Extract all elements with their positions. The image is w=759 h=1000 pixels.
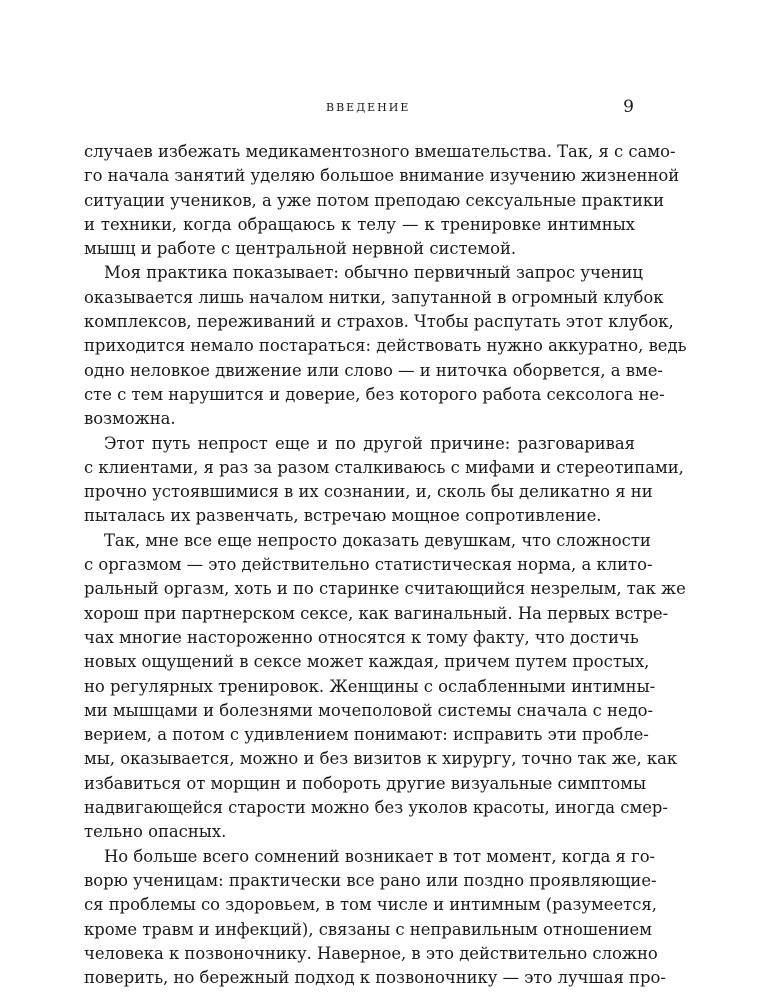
text-line: го начала занятий уделяю большое внимание изучению жизненной <box>84 166 680 186</box>
text-line: верием, а потом с удивлением понимают: исправить эти пробле- <box>84 725 649 745</box>
text-line: ся проблемы со здоровьем, в том числе и интимным (разумеется, <box>84 895 657 915</box>
text-line: прочно устоявшимися в их сознании, и, сколь бы деликатно я ни <box>84 482 653 502</box>
text-line: Моя практика показывает: обычно первичный запрос учениц <box>104 263 643 283</box>
text-line: Этот путь непрост еще и по другой причине: разговаривая <box>104 433 635 453</box>
page-number: 9 <box>623 97 634 117</box>
text-line: ворю ученицам: практически все рано или поздно проявляющие- <box>84 870 657 890</box>
text-line: комплексов, переживаний и страхов. Чтобы распутать этот клубок, <box>84 312 674 332</box>
text-line: но регулярных тренировок. Женщины с ослабленными интимны- <box>84 676 656 696</box>
text-line: ральный оргазм, хоть и по старинке считающийся незрелым, так же <box>84 579 686 599</box>
text-line: и техники, когда обращаюсь к телу — к тренировке интимных <box>84 214 635 234</box>
text-line: сте с тем нарушится и доверие, без которого работа сексолога не- <box>84 384 665 404</box>
text-line: приходится немало постараться: действовать нужно аккуратно, ведь <box>84 336 687 356</box>
paragraph <box>84 432 684 529</box>
text-line: оказывается лишь началом нитки, запутанной в огромный клубок <box>84 287 664 307</box>
text-line: чах многие настороженно относятся к тому факту, что достичь <box>84 627 639 647</box>
text-line: ми мышцами и болезнями мочеполовой системы сначала с недо- <box>84 700 654 720</box>
running-head <box>0 97 759 121</box>
text-line: ситуации учеников, а уже потом преподаю сексуальные практики <box>84 190 665 210</box>
section-title: ВВЕДЕНИЕ <box>326 101 411 114</box>
text-line: случаев избежать медикаментозного вмешательства. Так, я с само- <box>84 142 676 161</box>
text-line: Так, мне все еще непросто доказать девушкам, что сложности <box>104 530 651 550</box>
text-line: одно неловкое движение или слово — и ниточка оборвется, а вме- <box>84 360 663 380</box>
text-line: кроме травм и инфекций), связаны с неправильным отношением <box>84 919 652 939</box>
paragraph <box>84 140 680 261</box>
text-line: избавиться от морщин и побороть другие визуальные симптомы <box>84 773 647 793</box>
text-line: надвигающейся старости можно без уколов красоты, иногда смер- <box>84 798 668 818</box>
text-line: хорош при партнерском сексе, как вагинальный. На первых встре- <box>84 603 669 623</box>
text-line: мы, оказывается, можно и без визитов к хирургу, точно так же, как <box>84 749 678 769</box>
paragraph <box>84 261 687 431</box>
text-line: с клиентами, я раз за разом сталкиваюсь с мифами и стереотипами, <box>84 457 684 477</box>
text-line: поверить, но бережный подход к позвоночнику — это лучшая про- <box>84 968 666 988</box>
text-line: возможна. <box>84 409 176 429</box>
text-line: новых ощущений в сексе может каждая, причем путем простых, <box>84 652 650 672</box>
body-text <box>84 140 687 990</box>
text-line: Но больше всего сомнений возникает в тот момент, когда я го- <box>104 846 656 866</box>
text-line: тельно опасных. <box>84 822 227 842</box>
text-line: человека к позвоночнику. Наверное, в это действительно сложно <box>84 943 658 963</box>
text-line: мышц и работе с центральной нервной системой. <box>84 239 517 259</box>
text-line: с оргазмом — это действительно статистическая норма, а клито- <box>84 555 653 575</box>
text-line: пыталась их развенчать, встречаю мощное сопротивление. <box>84 506 602 526</box>
paragraph <box>84 845 666 991</box>
paragraph <box>84 529 686 845</box>
